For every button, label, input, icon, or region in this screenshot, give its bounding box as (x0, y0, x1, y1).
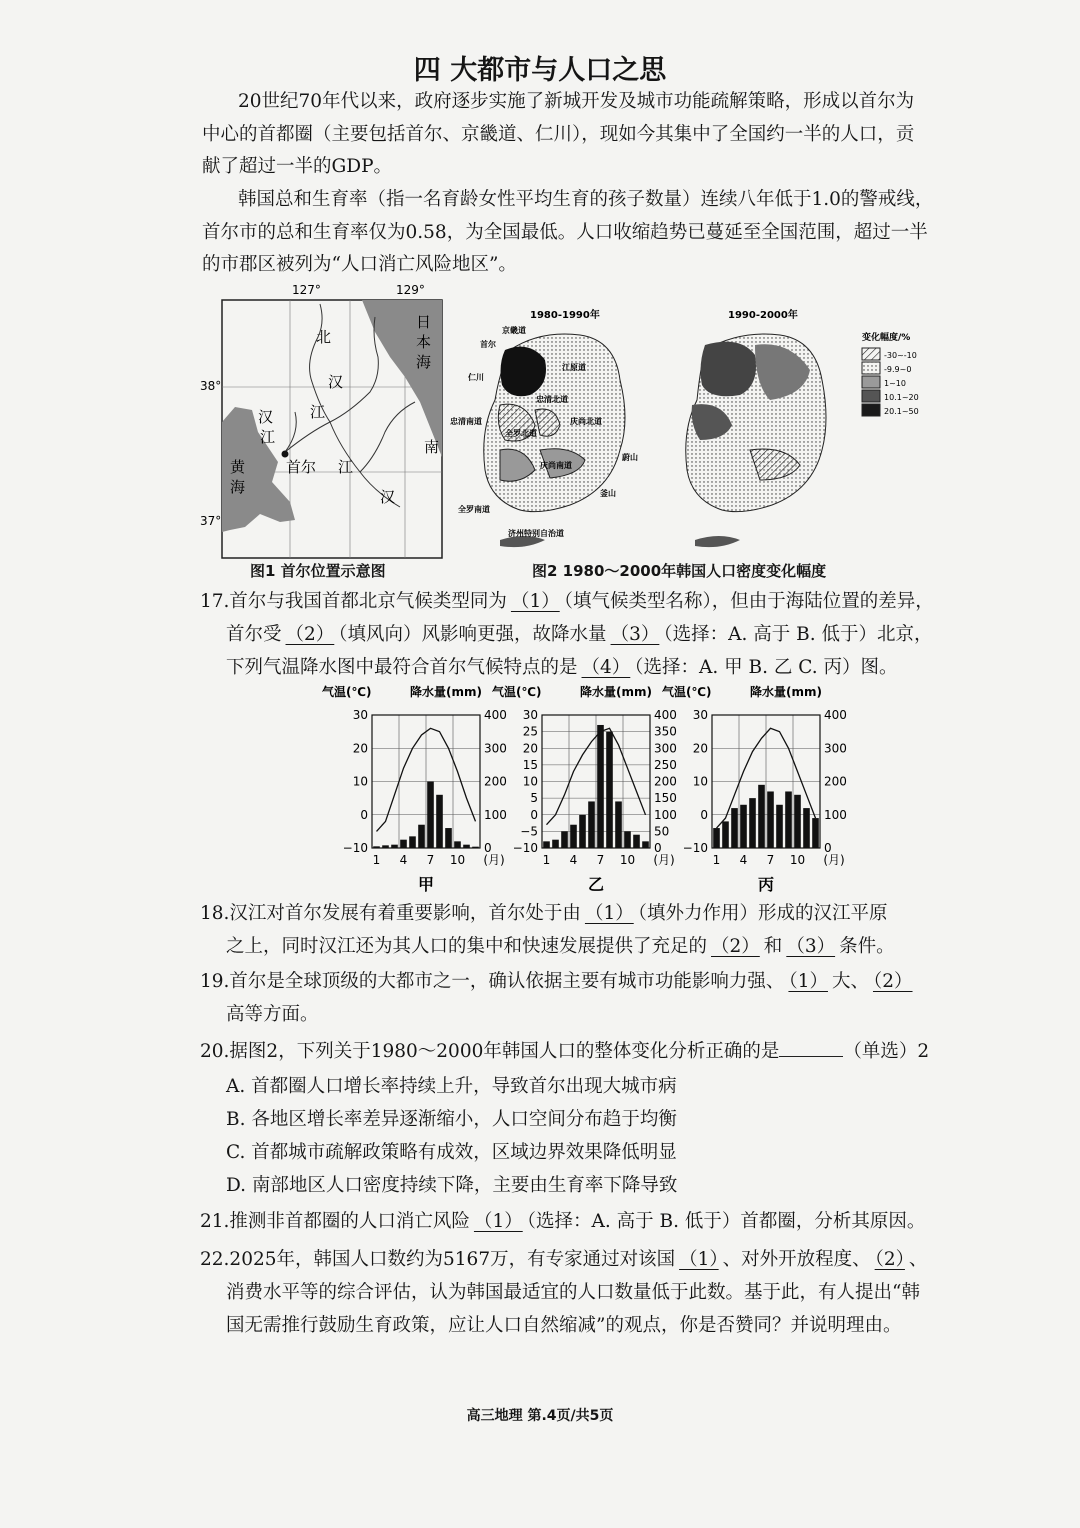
q19-blank-1[interactable]: （1） (788, 971, 828, 992)
map-label-jiang1: 江 (310, 403, 326, 421)
map-label-seoul: 首尔 (286, 458, 317, 476)
precip-bar (382, 845, 389, 848)
q17-text-1b: （填气候类型名称），但由于海陆位置的差异， (563, 591, 934, 612)
x-axis-label: (月) (483, 853, 505, 867)
q21-text-b: （选择：A. 高于 B. 低于）首都圈，分析其原因。 (526, 1211, 926, 1232)
y-left-tick: 30 (692, 708, 708, 722)
map-label-jiang-river: 江 (260, 428, 276, 446)
question-18 (200, 897, 960, 963)
x-tick: 10 (789, 853, 806, 867)
q18-blank-2[interactable]: （2） (711, 936, 760, 957)
y-right-label: 降水量(mm) (410, 685, 482, 699)
precip-bar (579, 815, 586, 848)
q17-text-2c: （选择：A. 高于 B. 低于）北京， (663, 624, 933, 645)
x-tick: 4 (399, 853, 408, 867)
region-label-gyeongbuk: 庆尚北道 (570, 417, 602, 426)
q19-blank-2[interactable]: （2） (872, 971, 913, 992)
chart-title: 丙 (757, 875, 775, 894)
legend-label-2: 1~10 (884, 379, 906, 388)
q20-stem-b: （单选）2 (843, 1041, 930, 1062)
figure-1-map (200, 282, 450, 582)
precip-bar (722, 821, 729, 848)
map-label-japan1: 日 (416, 313, 432, 331)
q17-blank-1[interactable]: （1） (510, 591, 560, 612)
lat-38-label: 38° (200, 379, 222, 393)
precip-bar (812, 818, 819, 848)
x-tick: 10 (449, 853, 466, 867)
chart-title: 甲 (417, 875, 435, 894)
y-left-tick: 30 (352, 708, 368, 722)
q17-blank-4[interactable]: （4） (581, 657, 631, 678)
map2-title: 1990-2000年 (728, 310, 798, 321)
precip-bar (767, 791, 774, 848)
lon-129-label: 129° (396, 283, 425, 297)
q18-number: 18. (200, 903, 230, 924)
figure-2-maps (450, 300, 940, 560)
q20-stem-a: 据图2，下列关于1980～2000年韩国人口的整体变化分析正确的是 (229, 1041, 780, 1062)
q18-blank-1[interactable]: （1） (584, 903, 634, 924)
y-left-label: 气温(℃) (322, 685, 372, 699)
y-right-label: 降水量(mm) (750, 685, 822, 699)
intro-p1-line3: 献了超过一半的GDP。 (202, 156, 393, 177)
y-left-tick: 25 (522, 724, 538, 739)
y-left-tick: 20 (692, 741, 708, 756)
precip-bar (803, 808, 810, 848)
y-left-tick: −10 (342, 841, 368, 855)
y-right-tick: 300 (484, 741, 507, 756)
q20-number: 20. (200, 1041, 230, 1062)
q21-number: 21. (200, 1211, 230, 1232)
figure-1-caption: 图1 首尔位置示意图 (250, 562, 386, 580)
y-right-tick: 100 (654, 807, 677, 822)
question-19 (200, 965, 960, 1031)
y-right-tick: 400 (484, 708, 507, 722)
region-label-seoul: 首尔 (480, 340, 496, 349)
y-right-tick: 400 (654, 708, 677, 722)
x-axis-label: (月) (653, 853, 675, 867)
q17-line2 (200, 618, 960, 651)
precip-bar (409, 836, 416, 848)
q19-text-1b: 大、 (831, 971, 869, 992)
q17-text-2b: （填风向）风影响更强，故降水量 (338, 624, 607, 645)
precip-bar (713, 828, 720, 848)
map-label-japan2: 本 (416, 333, 432, 351)
map-1990-2000 (686, 334, 826, 547)
q18-text-1a: 汉江对首尔发展有着重要影响，首尔处于由 (229, 903, 581, 924)
x-tick: 1 (712, 853, 721, 867)
precip-bar (749, 798, 756, 848)
precip-bar (454, 841, 461, 848)
intro-p2-line3: 的市郡区被列为“人口消亡风险地区”。 (202, 254, 517, 275)
q17-text-3b: （选择：A. 甲 B. 乙 C. 丙）图。 (634, 657, 898, 678)
precip-bar (633, 835, 640, 848)
y-right-tick: 250 (654, 757, 677, 772)
precip-bar (740, 805, 747, 848)
climate-charts (320, 680, 847, 895)
intro-p2-line1: 韩国总和生育率（指一名育龄女性平均生育的孩子数量）连续八年低于1.0的警戒线， (238, 189, 934, 210)
q19-text-1a: 首尔是全球顶级的大都市之一，确认依据主要有城市功能影响力强、 (229, 971, 785, 992)
figure-2-caption: 图2 1980～2000年韩国人口密度变化幅度 (532, 562, 827, 580)
y-right-tick: 300 (824, 741, 847, 756)
region-label-incheon: 仁川 (468, 373, 484, 382)
q19-line1 (200, 965, 960, 998)
y-left-tick: 10 (692, 774, 708, 789)
q22-text-1c: 、 (908, 1249, 928, 1270)
y-right-tick: 0 (824, 841, 832, 855)
q20-option-d[interactable]: D. 南部地区人口密度持续下降，主要由生育率下降导致 (226, 1175, 678, 1196)
q22-line3: 国无需推行鼓励生育政策，应让人口自然缩减”的观点，你是否赞同？并说明理由。 (226, 1315, 902, 1336)
y-left-label: 气温(℃) (492, 685, 542, 699)
precip-bar (785, 791, 792, 848)
legend-label-1: -9.9~0 (884, 365, 912, 374)
q22-text-1b: 、对外开放程度、 (722, 1249, 871, 1270)
precip-bar (758, 785, 765, 848)
q20-option-b[interactable]: B. 各地区增长率差异逐渐缩小，人口空间分布趋于均衡 (226, 1109, 677, 1130)
y-right-tick: 0 (484, 841, 492, 855)
y-right-tick: 150 (654, 791, 677, 806)
y-right-tick: 100 (484, 807, 507, 822)
question-17 (200, 585, 960, 684)
q17-blank-3[interactable]: （3） (610, 624, 660, 645)
q20-option-c[interactable]: C. 首都城市疏解政策略有成效，区域边界效果降低明显 (226, 1142, 677, 1163)
y-left-tick: 0 (530, 807, 538, 822)
y-right-tick: 0 (654, 841, 662, 855)
map-label-yellow1: 黄 (230, 458, 246, 476)
legend-title: 变化幅度/% (862, 333, 911, 343)
region-label-jeonbuk: 全罗北道 (505, 429, 537, 438)
y-left-tick: −10 (682, 841, 708, 855)
q20-answer-blank[interactable] (779, 1038, 843, 1057)
region-label-ulsan: 蔚山 (622, 453, 638, 462)
q18-text-2b: 和 (763, 936, 783, 957)
q17-text-3a: 下列气温降水图中最符合首尔气候特点的是 (226, 657, 578, 678)
precip-bar (624, 831, 631, 848)
precip-bar (606, 732, 613, 848)
chart-title: 乙 (587, 875, 605, 894)
y-left-tick: 30 (522, 708, 538, 722)
precip-bar (776, 805, 783, 848)
climate-chart-bing (662, 684, 847, 894)
region-label-gyeongnam: 庆尚南道 (540, 461, 572, 470)
region-label-chungnam: 忠清南道 (450, 417, 482, 426)
q19-line2: 高等方面。 (226, 1004, 319, 1025)
y-right-tick: 400 (824, 708, 847, 722)
map1-title: 1980-1990年 (530, 310, 600, 321)
q18-text-2a: 之上，同时汉江还为其人口的集中和快速发展提供了充足的 (226, 936, 708, 957)
precip-bar (570, 825, 577, 848)
y-right-tick: 100 (824, 807, 847, 822)
seoul-marker (282, 451, 289, 458)
intro-p1-line2: 中心的首都圈（主要包括首尔、京畿道、仁川），现如今其集中了全国约一半的人口，贡 (202, 123, 915, 145)
precip-bar (436, 795, 443, 848)
question-21 (200, 1205, 960, 1238)
q17-text-1a: 首尔与我国首都北京气候类型同为 (229, 591, 507, 612)
x-tick: 10 (619, 853, 636, 867)
map-label-han2: 汉 (380, 488, 396, 506)
region-label-jeonnam: 全罗南道 (458, 505, 490, 514)
precip-bar (472, 847, 479, 848)
precip-bar (588, 801, 595, 848)
legend-swatch-1 (862, 362, 880, 374)
climate-chart-yi (492, 684, 677, 894)
y-left-tick: 5 (530, 791, 538, 806)
q17-line1 (200, 585, 960, 618)
y-right-tick: 350 (654, 724, 677, 739)
precip-bar (445, 828, 452, 848)
q22-line1 (200, 1243, 960, 1276)
precip-bar (794, 795, 801, 848)
q22-text-1a: 2025年，韩国人口数约为5167万，有专家通过对该国 (229, 1249, 676, 1270)
y-right-tick: 50 (654, 824, 670, 839)
y-right-tick: 200 (654, 774, 677, 789)
question-22 (200, 1243, 960, 1342)
y-left-tick: −5 (520, 824, 538, 839)
y-left-tick: 10 (352, 774, 368, 789)
intro-p1-line1: 20世纪70年代以来，政府逐步实施了新城开发及城市功能疏解策略，形成以首尔为 (238, 91, 915, 112)
precip-bar (543, 841, 550, 848)
q17-number: 17. (200, 591, 230, 612)
q22-number: 22. (200, 1249, 230, 1270)
y-left-tick: 20 (352, 741, 368, 756)
lon-127-label: 127° (292, 283, 321, 297)
legend-swatch-0 (862, 348, 880, 360)
legend-swatch-2 (862, 376, 880, 388)
legend-swatch-3 (862, 390, 880, 402)
page-footer: 高三地理 第.4页/共5页 (466, 1408, 614, 1424)
precip-bar (615, 801, 622, 848)
map-label-south: 南 (424, 438, 440, 456)
q22-blank-2[interactable]: （2） (874, 1249, 905, 1270)
q21-blank-1[interactable]: （1） (473, 1211, 523, 1232)
q19-number: 19. (200, 971, 230, 992)
precip-bar (391, 845, 398, 848)
intro-p2-line2: 首尔市的总和生育率仅为0.58，为全国最低。人口收缩趋势已蔓延至全国范围，超过一半 (202, 221, 928, 243)
map-label-north: 北 (316, 328, 332, 346)
precip-bar (418, 825, 425, 848)
y-left-tick: 15 (522, 757, 538, 772)
q21-text-a: 推测非首都圈的人口消亡风险 (229, 1211, 470, 1232)
density-legend (862, 348, 919, 416)
x-tick: 7 (766, 853, 775, 867)
region-label-jeju: 济州特别自治道 (508, 529, 564, 538)
precip-bar (552, 840, 559, 848)
y-left-label: 气温(℃) (662, 685, 712, 699)
y-left-tick: 0 (360, 807, 368, 822)
x-tick: 1 (542, 853, 551, 867)
lat-37-label: 37° (200, 514, 222, 528)
x-tick: 7 (596, 853, 605, 867)
q22-blank-1[interactable]: （1） (679, 1249, 719, 1270)
x-tick: 1 (372, 853, 381, 867)
x-tick: 4 (569, 853, 578, 867)
y-left-tick: −10 (512, 841, 538, 855)
y-left-tick: 20 (522, 741, 538, 756)
intro-paragraph-1 (202, 86, 942, 184)
precip-bar (400, 840, 407, 848)
q18-line1 (200, 897, 960, 930)
y-right-tick: 200 (824, 774, 847, 789)
map-label-han-river: 汉 (258, 408, 274, 426)
y-left-tick: 0 (700, 807, 708, 822)
q18-blank-3[interactable]: （3） (786, 936, 836, 957)
precip-bar (463, 845, 470, 848)
precip-bar (642, 841, 649, 848)
x-axis-label: (月) (823, 853, 845, 867)
climate-chart-jia (322, 684, 507, 894)
region-label-chungbuk: 忠清北道 (536, 395, 568, 404)
map-label-yellow2: 海 (230, 478, 246, 496)
legend-label-3: 10.1~20 (884, 393, 919, 402)
q20-option-a[interactable]: A. 首都圈人口增长率持续上升，导致首尔出现大城市病 (226, 1076, 677, 1097)
map-label-jiang2: 江 (338, 458, 354, 476)
y-right-tick: 300 (654, 741, 677, 756)
q18-line2 (200, 930, 960, 963)
region-label-gyeonggi: 京畿道 (502, 326, 526, 335)
region-label-gangwon: 江原道 (562, 363, 586, 372)
q18-text-1b: （填外力作用）形成的汉江平原 (637, 903, 888, 924)
intro-paragraph-2 (202, 184, 942, 282)
q17-blank-2[interactable]: （2） (285, 624, 335, 645)
page-title: 四 大都市与人口之思 (413, 55, 667, 86)
y-left-tick: 10 (522, 774, 538, 789)
legend-label-0: -30~-10 (884, 351, 917, 360)
q18-text-2c: 条件。 (839, 936, 895, 957)
q22-line2: 消费水平等的综合评估，认为韩国最适宜的人口数量低于此数。基于此，有人提出“韩 (226, 1282, 920, 1303)
precip-bar (731, 808, 738, 848)
region-label-busan: 釜山 (600, 489, 616, 498)
q17-text-2a: 首尔受 (226, 624, 282, 645)
precip-bar (373, 846, 380, 848)
map-label-japan3: 海 (416, 353, 432, 371)
map-label-han1: 汉 (328, 373, 344, 391)
map-1980-1990 (484, 334, 625, 547)
precip-bar (561, 831, 568, 848)
legend-swatch-4 (862, 404, 880, 416)
y-right-label: 降水量(mm) (580, 685, 652, 699)
precip-bar (427, 782, 434, 849)
precip-bar (597, 725, 604, 848)
legend-label-4: 20.1~50 (884, 407, 919, 416)
x-tick: 7 (426, 853, 435, 867)
x-tick: 4 (739, 853, 748, 867)
y-right-tick: 200 (484, 774, 507, 789)
question-20 (200, 1035, 960, 1068)
